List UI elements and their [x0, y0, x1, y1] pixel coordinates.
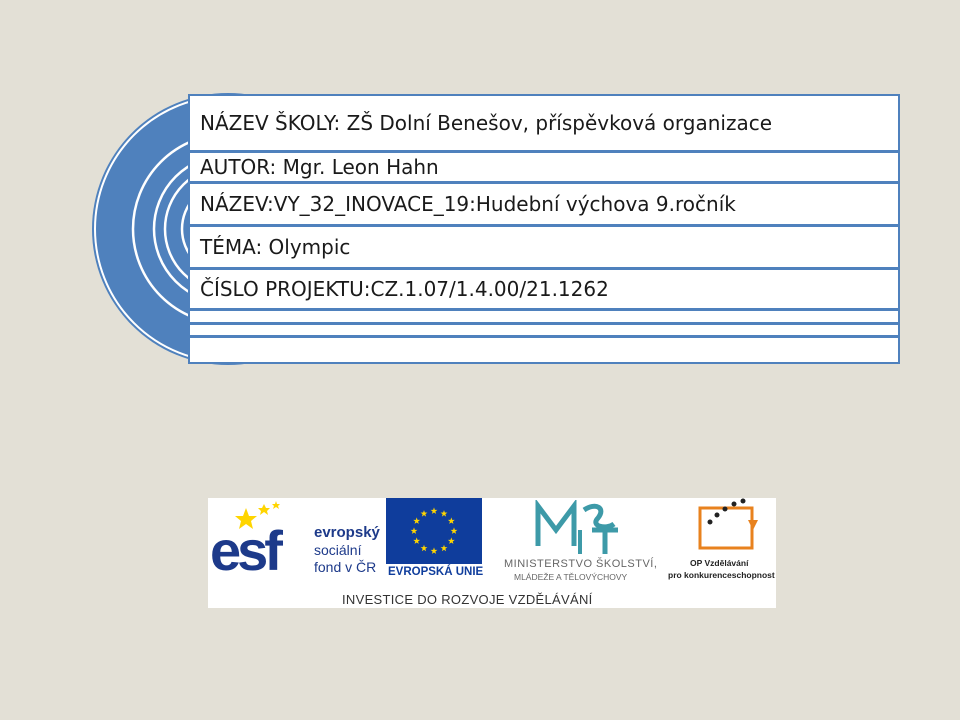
- topic: TÉMA: Olympic: [200, 235, 351, 259]
- material-name: NÁZEV:VY_32_INOVACE_19:Hudební výchova 9.ročník: [200, 192, 736, 216]
- project-bar: [188, 268, 900, 310]
- topic-bar: [188, 225, 900, 269]
- eu-flag-icon: [386, 498, 482, 564]
- esf-mark: esf: [210, 519, 279, 582]
- msmt-line1: MINISTERSTVO ŠKOLSTVÍ,: [504, 558, 658, 570]
- eu-funding-logo-strip: [208, 498, 776, 608]
- project-number: ČÍSLO PROJEKTU:CZ.1.07/1.4.00/21.1262: [200, 277, 609, 301]
- empty-bar-1: [188, 309, 900, 324]
- school-bar: [188, 94, 900, 152]
- esf-text-line1: evropský: [314, 524, 380, 541]
- op-logo-icon: [692, 498, 762, 556]
- msmt-logo-icon: [534, 500, 620, 556]
- empty-bar-3: [188, 336, 900, 364]
- msmt-line2: MLÁDEŽE A TĚLOVÝCHOVY: [514, 572, 628, 582]
- name-bar: [188, 182, 900, 226]
- esf-text-line2: sociální: [314, 542, 362, 558]
- op-line1: OP Vzdělávání: [690, 558, 749, 568]
- school-name: NÁZEV ŠKOLY: ZŠ Dolní Benešov, příspěvková organizace: [200, 111, 773, 135]
- author-bar: [188, 151, 900, 183]
- empty-bar-2: [188, 323, 900, 337]
- slogan: INVESTICE DO ROZVOJE VZDĚLÁVÁNÍ: [342, 592, 593, 607]
- esf-text-line3: fond v ČR: [314, 559, 377, 575]
- author: AUTOR: Mgr. Leon Hahn: [200, 155, 439, 179]
- op-line2: pro konkurenceschopnost: [668, 570, 775, 580]
- eu-label: EVROPSKÁ UNIE: [388, 566, 484, 578]
